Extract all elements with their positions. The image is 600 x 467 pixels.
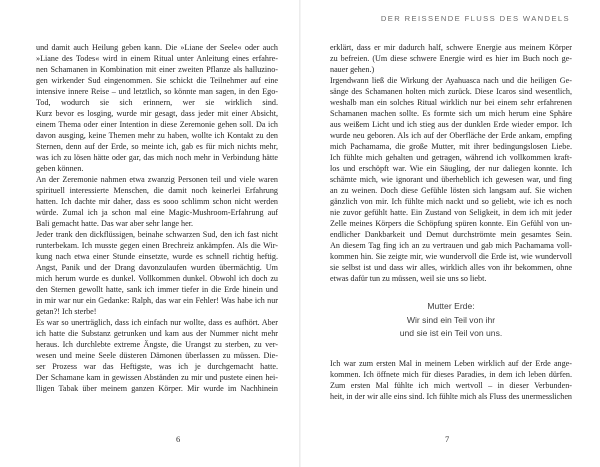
text-line: Schamanen machen sollte. Es formte sich um mich herum eine Sphäre (330, 109, 572, 119)
text-line: heit, in der wir alle eins sind. Ich fühlte mich als Fluss des unermesslichen (330, 391, 572, 401)
text-line: was ich zu lösen hätte oder gar, das mich noch mehr in Verbindung hätte (36, 153, 278, 163)
text-line: kommen hin. Sie zeigte mir, wie wundervoll die Erde ist, wie wundervoll (330, 252, 572, 262)
text-line: lligen Tabak über meinem ganzen Körper. Mir wurde im Nachhinein (36, 384, 278, 394)
text-line: den Sternen gewollt hatte, sank ich immer tiefer in die Erde hinein und (36, 285, 278, 295)
text-line: runterbekam. Ich musste gegen einen Brechreiz ankämpfen. Als die Wir- (36, 241, 278, 251)
text-line: geben können. (36, 164, 84, 174)
text-line: sänge des Schamanen holten mich zurück. Diese Icaros sind wesentlich, (330, 87, 572, 97)
text-line: getan?! Ich sterbe! (36, 307, 97, 317)
right-page (330, 42, 572, 402)
text-line: etwas dafür tun zu müssen, weil sie uns so liebt. (330, 274, 487, 284)
page-number-left: 6 (176, 434, 181, 444)
text-line: los und erschöpft war. Wie ein Säugling, der nur daliegen konnte. Ich (330, 164, 572, 174)
text-line: ich hatte die Substanz getrunken und kam aus der Nummer nicht mehr (36, 329, 278, 339)
text-line: zu befreien. (Um diese schwere Energie wird es hier im Buch noch ge- (330, 54, 572, 64)
text-line: Ich fühlte mich gehalten und getragen, während ich vollkommen kraft- (330, 153, 572, 163)
text-line: spirituell interessierte Menschen, die damit noch keinerlei Erfahrung (36, 186, 278, 196)
text-line: ser Prozess war das Heftigste, was ich je durchgemacht hatte. (36, 362, 278, 372)
text-line: davon ausging, keine Themen mehr zu haben, wollte ich Kontakt zu den (36, 131, 278, 141)
text-line: in mir war nur ein Gedanke: Ralph, das war ein Fehler! Was habe ich nur (36, 296, 278, 306)
text-line: Angst, Panik und der Drang davonzulaufen wurden übermächtig. Um (36, 263, 278, 273)
text-line: nie zuvor gefühlt hatte. Ein Zustand von Seligkeit, in dem ich mit jeder (330, 208, 572, 218)
text-line: mich herum wurde es dunkel. Vollkommen dunkel. Obwohl ich doch zu (36, 274, 278, 284)
text-line: wurde neu geboren. Als ich auf der Oberfläche der Erde ankam, empfing (330, 131, 572, 141)
text-line: Der Schamane kam in gewissen Abständen zu mir und pustete einen hei- (36, 373, 278, 383)
text-line: wesen und meine Seele düsteren Dämonen überlassen zu müssen. Die- (36, 351, 278, 361)
text-line: endlicher Dankbarkeit und Demut durchströmte mein gesamtes Sein. (330, 230, 572, 240)
text-line: erklärt, dass er mir dadurch half, schwere Energie aus meinem Körper (330, 43, 572, 52)
text-line: Kurz bevor es losging, wurde mir gesagt, dass jeder mit einer Absicht, (36, 109, 278, 119)
text-line: weshalb man ein solches Ritual wirklich nur bei einem sehr erfahrenen (330, 98, 572, 108)
left-page (36, 42, 278, 395)
text-line: hatten. Ich dachte mir daher, dass es sooo schlimm schon nicht werden (36, 197, 278, 207)
text-line: gen wirkender Sud eingenommen. Sie schickt die Teilnehmer auf eine (36, 76, 278, 86)
poem-block (330, 300, 572, 341)
text-line: nauer gehen.) (330, 65, 375, 75)
text-line: heraus. Ich durchlebte extreme Ängste, die Urangst zu sterben, zu ver- (36, 340, 278, 350)
text-line: einem Thema oder einer Intention in diese Zeremonie gehen soll. Da ich (36, 120, 278, 130)
text-line: gänzlich von mir. Ich fühlte mich nackt und so geliebt, wie ich es noch (330, 197, 572, 207)
right-page-body-bottom (330, 358, 572, 402)
poem-line: Mutter Erde: (427, 301, 475, 312)
text-line: Zum ersten Mal fühlte ich mich wertvoll – in dieser Verbunden- (330, 380, 572, 390)
text-line: An diesem Tag fing ich an zu vertrauen und gab mich Pachamama voll- (330, 241, 572, 251)
text-line: und damit auch Heilung geben kann. Die »Liane der Seele« oder auch (36, 43, 278, 52)
text-line: kommen. Ich öffnete mich für dieses Paradies, in dem ich leben dürfen. (330, 369, 572, 379)
text-line: nen Schamanen in Kombination mit einer zweiten Pflanze als halluzino- (36, 65, 278, 75)
text-line: intensive innere Reise – und letztlich, so könnte man sagen, in den Ego- (36, 87, 278, 97)
page-gutter (299, 0, 301, 467)
left-page-body (36, 42, 278, 395)
text-line: schämte mich, wie ignorant und überheblich ich gewesen war, und fing (330, 175, 572, 185)
text-line: Es war so unerträglich, dass ich einfach nur wollte, dass es aufhört. Aber (36, 318, 278, 328)
text-line: würde. Zumal ich ja schon mal eine Magic-Mushroom-Erfahrung auf (36, 208, 278, 218)
page-number-right: 7 (445, 434, 450, 444)
poem-line: und sie ist ein Teil von uns. (399, 328, 503, 339)
text-line: an zu weinen. Doch diese Gefühle lösten sich langsam auf. Sie wichen (330, 186, 572, 196)
text-line: mich Pachamama, die große Mutter, mit ihrer bedingungslosen Liebe. (330, 142, 572, 152)
text-line: aus weißem Licht und ich stieg aus der dunklen Erde wieder empor. Ich (330, 120, 572, 130)
text-line: sie selbst ist und dass wir alles, wirklich alles von ihr bekommen, ohne (330, 263, 572, 273)
text-line: An der Zeremonie nahmen etwa zwanzig Personen teil und viele waren (36, 175, 278, 185)
text-line: Tod, wodurch sie sich erinnern, wer sie wirklich sind. (36, 98, 278, 108)
text-line: Zelle meines Körpers die Schöpfung spüren konnte. Ein Gefühl von un- (330, 219, 572, 229)
text-line: Sternen, denn auf der Erde, so meinte ich, gab es für mich nichts mehr, (36, 142, 278, 152)
text-line: Ich war zum ersten Mal in meinem Leben wirklich auf der Erde ange- (330, 358, 572, 368)
poem-line: Wir sind ein Teil von ihr (406, 314, 496, 325)
text-line: »Liane des Todes« wird in einem Ritual unter Anleitung eines erfahre- (36, 54, 278, 64)
running-header: DER REISSENDE FLUSS DES WANDELS (380, 14, 570, 23)
right-page-body-top (330, 42, 572, 284)
text-line: Bali gemacht hatte. Das war aber sehr lange her. (36, 219, 194, 229)
text-line: Jeder trank den dickflüssigen, beinahe schwarzen Sud, den ich fast nicht (36, 230, 278, 240)
text-line: kung nach etwa einer Stunde einsetzte, wurde es schnell richtig heftig. (36, 252, 278, 262)
text-line: Irgendwann ließ die Wirkung der Ayahuasca nach und die heiligen Ge- (330, 76, 572, 86)
